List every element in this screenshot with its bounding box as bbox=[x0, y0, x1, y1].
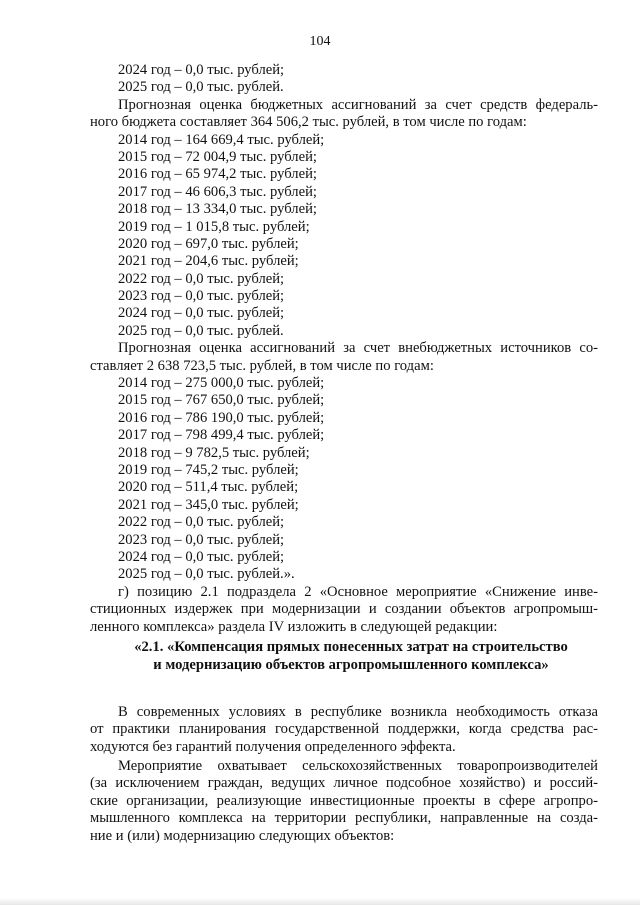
paragraph-line: Прогнозная оценка ассигнований за счет внебюджетных источников со- bbox=[118, 340, 598, 357]
list-item: 2020 год – 511,4 тыс. рублей; bbox=[118, 479, 299, 496]
heading-line: «2.1. «Компенсация прямых понесенных затрат на строительство bbox=[134, 638, 568, 655]
list-item: 2017 год – 46 606,3 тыс. рублей; bbox=[118, 183, 317, 200]
federal-budget-list bbox=[104, 132, 598, 341]
scope-paragraph bbox=[90, 758, 598, 845]
list-item: 2019 год – 1 015,8 тыс. рублей; bbox=[118, 218, 310, 235]
paragraph-line: ние и (или) модернизацию следующих объектов: bbox=[90, 827, 395, 844]
list-item: 2019 год – 745,2 тыс. рублей; bbox=[118, 461, 299, 478]
heading-line: и модернизацию объектов агропромышленного комплекса» bbox=[153, 656, 549, 673]
list-item: 2016 год – 65 974,2 тыс. рублей; bbox=[118, 166, 317, 183]
list-item: 2021 год – 345,0 тыс. рублей; bbox=[118, 496, 299, 513]
budget-lines-continued bbox=[104, 62, 598, 97]
list-item: 2020 год – 697,0 тыс. рублей; bbox=[118, 235, 299, 252]
list-item: 2025 год – 0,0 тыс. рублей. bbox=[118, 79, 284, 96]
amendment-paragraph bbox=[90, 583, 598, 636]
list-item: 2025 год – 0,0 тыс. рублей.». bbox=[118, 566, 295, 583]
paragraph-line: Мероприятие охватывает сельскохозяйственных товаропроизводителей bbox=[118, 758, 598, 775]
spacer bbox=[104, 674, 598, 704]
list-item: 2024 год – 0,0 тыс. рублей; bbox=[118, 305, 285, 322]
list-item: 2018 год – 9 782,5 тыс. рублей; bbox=[118, 444, 310, 461]
list-item: 2018 год – 13 334,0 тыс. рублей; bbox=[118, 201, 317, 218]
federal-budget-paragraph bbox=[90, 96, 598, 132]
document-body bbox=[90, 62, 598, 845]
paragraph-line: В современных условиях в республике возникла необходимость отказа bbox=[118, 703, 598, 720]
paragraph-line: ходуются без гарантий получения определенного эффекта. bbox=[90, 738, 456, 755]
list-item: 2016 год – 786 190,0 тыс. рублей; bbox=[118, 409, 325, 426]
paragraph-line: ставляет 2 638 723,5 тыс. рублей, в том числе по годам: bbox=[90, 357, 434, 374]
list-item: 2025 год – 0,0 тыс. рублей. bbox=[118, 322, 284, 339]
extrabudget-paragraph bbox=[90, 340, 598, 375]
paragraph-line: ленного комплекса» раздела IV изложить в следующей редакции: bbox=[90, 618, 498, 635]
list-item: 2017 год – 798 499,4 тыс. рублей; bbox=[118, 427, 325, 444]
list-item: 2015 год – 767 650,0 тыс. рублей; bbox=[118, 392, 325, 409]
paragraph-line: ного бюджета составляет 364 506,2 тыс. рублей, в том числе по годам: bbox=[90, 114, 527, 131]
list-item: 2024 год – 0,0 тыс. рублей; bbox=[118, 548, 285, 565]
list-item: 2014 год – 275 000,0 тыс. рублей; bbox=[118, 375, 325, 392]
paragraph-line: ские организации, реализующие инвестиционные проекты в сфере агропро- bbox=[90, 792, 598, 809]
paragraph-line: Прогнозная оценка бюджетных ассигнований за счет средств федераль- bbox=[118, 96, 598, 113]
paragraph-line: г) позицию 2.1 подраздела 2 «Основное мероприятие «Снижение инве- bbox=[118, 583, 598, 600]
list-item: 2023 год – 0,0 тыс. рублей; bbox=[118, 531, 285, 548]
list-item: 2021 год – 204,6 тыс. рублей; bbox=[118, 253, 299, 270]
paragraph-line: мышленного комплекса на территории республики, направленные на созда- bbox=[90, 810, 598, 827]
paragraph-line: (за исключением граждан, ведущих личное подсобное хозяйство) и россий- bbox=[90, 775, 598, 792]
conditions-paragraph bbox=[90, 703, 598, 756]
list-item: 2024 год – 0,0 тыс. рублей; bbox=[118, 62, 285, 78]
section-heading bbox=[104, 638, 598, 674]
page-number: 104 bbox=[309, 34, 331, 49]
extrabudget-list bbox=[104, 375, 598, 584]
paragraph-line: стиционных издержек при модернизации и создании объектов агропромыш- bbox=[90, 601, 598, 618]
paragraph-line: от практики планирования государственной поддержки, когда средства рас- bbox=[90, 721, 598, 738]
list-item: 2014 год – 164 669,4 тыс. рублей; bbox=[118, 131, 325, 148]
list-item: 2015 год – 72 004,9 тыс. рублей; bbox=[118, 148, 317, 165]
list-item: 2023 год – 0,0 тыс. рублей; bbox=[118, 288, 285, 305]
list-item: 2022 год – 0,0 тыс. рублей; bbox=[118, 270, 285, 287]
list-item: 2022 год – 0,0 тыс. рублей; bbox=[118, 514, 285, 531]
scan-edge bbox=[0, 898, 640, 905]
